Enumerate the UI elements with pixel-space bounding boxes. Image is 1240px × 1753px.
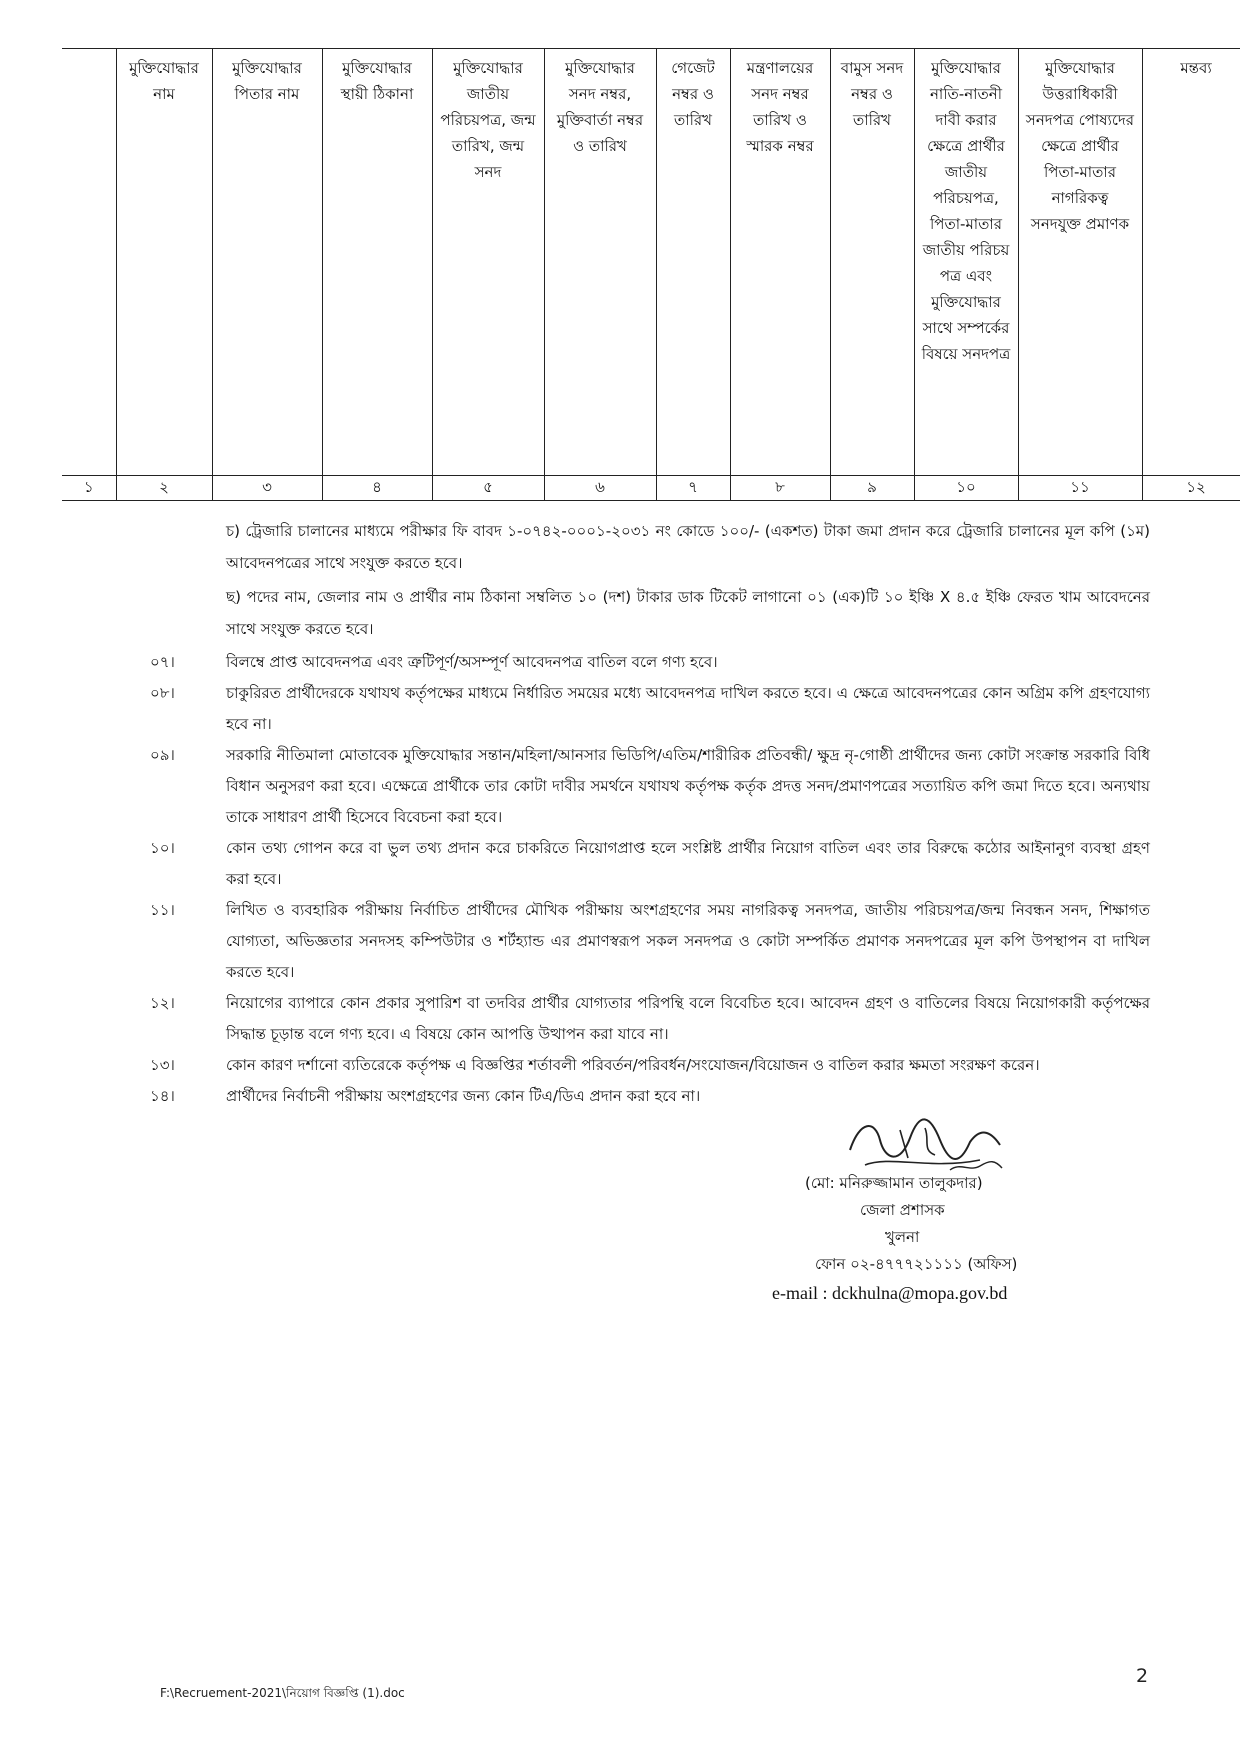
column-number-cell: ৯ <box>830 476 914 501</box>
signatory-email: e-mail : dckhulna@mopa.gov.bd <box>772 1283 1008 1303</box>
notice-body <box>150 515 1150 1112</box>
list-item <box>150 1081 1150 1112</box>
column-number-cell: ১ <box>62 476 116 501</box>
column-number-cell: ৭ <box>656 476 730 501</box>
column-number-cell: ১১ <box>1018 476 1142 501</box>
item-text: প্রার্থীদের নির্বাচনী পরীক্ষায় অংশগ্রহণের জন্য কোন টিএ/ডিএ প্রদান করা হবে না। <box>226 1087 701 1105</box>
column-number-cell: ৫ <box>432 476 544 501</box>
item-text: কোন তথ্য গোপন করে বা ভুল তথ্য প্রদান করে চাকরিতে নিয়োগপ্রাপ্ত হলে সংশ্লিষ্ট প্রার্থীর নিয়োগ বাতিল এবং তার বিরুদ্ধে কঠোর আইনানুগ ব্যবস্থা গ্রহণ করা হবে। <box>226 839 1150 888</box>
table-header-cell: মুক্তিযোদ্ধার স্থায়ী ঠিকানা <box>322 49 432 476</box>
table-header-cell: মুক্তিযোদ্ধার নাতি-নাতনী দাবী করার ক্ষেত্রে প্রার্থীর জাতীয় পরিচয়পত্র, পিতা-মাতার জাতীয় পরিচয় পত্র এবং মুক্তিযোদ্ধার সাথে সম্পর্কের বিষয়ে সনদপত্র <box>914 49 1018 476</box>
quota-info-table-wrapper <box>62 48 1240 501</box>
signatory-name: (মো: মনিরুজ্জামান তালুকদার) <box>805 1174 983 1192</box>
column-number-cell: ১০ <box>914 476 1018 501</box>
file-path-footer: F:\Recruement-2021\নিয়োগ বিজ্ঞপ্তি (1).doc <box>160 1686 405 1700</box>
signatory-district: খুলনা <box>885 1228 920 1246</box>
column-number-cell: ১২ <box>1142 476 1240 501</box>
item-number: ১০। <box>150 839 175 857</box>
list-item <box>150 678 1150 740</box>
list-item <box>150 1050 1150 1081</box>
table-header-row <box>62 49 1240 476</box>
item-text: নিয়োগের ব্যাপারে কোন প্রকার সুপারিশ বা তদবির প্রার্থীর যোগ্যতার পরিপন্থি বলে বিবেচিত হবে। আবেদন গ্রহণ ও বাতিলের বিষয়ে নিয়োগকারী কর্তৃপক্ষের সিদ্ধান্ত চূড়ান্ত বলে গণ্য হবে। এ বিষয়ে কোন আপত্তি উত্থাপন করা যাবে না। <box>226 994 1150 1043</box>
item-number: ০৮। <box>150 684 175 702</box>
column-number-cell: ৬ <box>544 476 656 501</box>
item-number: ১৩। <box>150 1056 175 1074</box>
item-number: ১২। <box>150 994 175 1012</box>
table-header-cell: গেজেট নম্বর ও তারিখ <box>656 49 730 476</box>
table-header-cell: মন্তব্য <box>1142 49 1240 476</box>
list-item <box>150 988 1150 1050</box>
table-header-cell: মন্ত্রণালয়ের সনদ নম্বর তারিখ ও স্মারক নম্বর <box>730 49 830 476</box>
item-text: লিখিত ও ব্যবহারিক পরীক্ষায় নির্বাচিত প্রার্থীদের মৌখিক পরীক্ষায় অংশগ্রহণের সময় নাগরিকত্ব সনদপত্র, জাতীয় পরিচয়পত্র/জন্ম নিবন্ধন সনদ, শিক্ষাগত যোগ্যতা, অভিজ্ঞতার সনদসহ কম্পিউটার ও শর্টহ্যান্ড এর প্রমাণস্বরূপ সকল সনদপত্র ও কোটা সম্পর্কিত প্রমাণক সনদপত্রের মূল কপি উপস্থাপন বা দাখিল করতে হবে। <box>226 901 1150 981</box>
signature-block <box>772 1110 1090 1345</box>
item-text: কোন কারণ দর্শানো ব্যতিরেকে কর্তৃপক্ষ এ বিজ্ঞপ্তির শর্তাবলী পরিবর্তন/পরিবর্ধন/সংযোজন/বিয়োজন ও বাতিল করার ক্ষমতা সংরক্ষণ করেন। <box>226 1056 1040 1074</box>
item-text: বিলম্বে প্রাপ্ত আবেদনপত্র এবং ত্রুটিপূর্ণ/অসম্পূর্ণ আবেদনপত্র বাতিল বলে গণ্য হবে। <box>226 653 718 671</box>
item-number: ১১। <box>150 901 175 919</box>
quota-info-table <box>62 48 1240 501</box>
signatory-designation: জেলা প্রশাসক <box>860 1201 945 1219</box>
list-item <box>150 740 1150 833</box>
table-header-cell: মুক্তিযোদ্ধার জাতীয় পরিচয়পত্র, জন্ম তারিখ, জন্ম সনদ <box>432 49 544 476</box>
column-number-cell: ৮ <box>730 476 830 501</box>
sub-item-cha: চ) ট্রেজারি চালানের মাধ্যমে পরীক্ষার ফি বাবদ ১-০৭৪২-০০০১-২০৩১ নং কোডে ১০০/- (একশত) টাকা জমা প্রদান করে ট্রেজারি চালানের মূল কপি (১ম) আবেদনপত্রের সাথে সংযুক্ত করতে হবে। <box>226 522 1150 572</box>
page-number: 2 <box>1136 1665 1149 1687</box>
table-header-cell: মুক্তিযোদ্ধার নাম <box>116 49 212 476</box>
list-item <box>150 647 1150 678</box>
list-item <box>150 895 1150 988</box>
table-header-cell: মুক্তিযোদ্ধার সনদ নম্বর, মুক্তিবার্তা নম্বর ও তারিখ <box>544 49 656 476</box>
column-number-cell: ২ <box>116 476 212 501</box>
item-number: ০৯। <box>150 746 175 764</box>
item-number: ১৪। <box>150 1087 175 1105</box>
item-text: চাকুরিরত প্রার্থীদেরকে যথাযথ কর্তৃপক্ষের মাধ্যমে নির্ধারিত সময়ের মধ্যে আবেদনপত্র দাখিল করতে হবে। এ ক্ষেত্রে আবেদনপত্রের কোন অগ্রিম কপি গ্রহণযোগ্য হবে না। <box>226 684 1150 733</box>
list-item <box>150 833 1150 895</box>
table-header-cell <box>62 49 116 476</box>
item-text: সরকারি নীতিমালা মোতাবেক মুক্তিযোদ্ধার সন্তান/মহিলা/আনসার ভিডিপি/এতিম/শারীরিক প্রতিবন্ধী/ ক্ষুদ্র নৃ-গোষ্ঠী প্রার্থীদের জন্য কোটা সংক্রান্ত সরকারি বিধি বিধান অনুসরণ করা হবে। এক্ষেত্রে প্রার্থীকে তার কোটা দাবীর সমর্থনে যথাযথ কর্তৃপক্ষ কর্তৃক প্রদত্ত সনদ/প্রমাণপত্রের সত্যায়িত কপি জমা দিতে হবে। অন্যথায় তাকে সাধারণ প্রার্থী হিসেবে বিবেচনা করা হবে। <box>226 746 1150 826</box>
table-number-row <box>62 476 1240 501</box>
table-header-cell: বামুস সনদ নম্বর ও তারিখ <box>830 49 914 476</box>
item-number: ০৭। <box>150 653 175 671</box>
table-header-cell: মুক্তিযোদ্ধার পিতার নাম <box>212 49 322 476</box>
table-header-cell: মুক্তিযোদ্ধার উত্তরাধিকারী সনদপত্র পোষ্যদের ক্ষেত্রে প্রার্থীর পিতা-মাতার নাগরিকত্ব সনদযুক্ত প্রমাণক <box>1018 49 1142 476</box>
signatory-phone: ফোন ০২-৪৭৭৭২১১১১ (অফিস) <box>815 1255 1018 1273</box>
column-number-cell: ৪ <box>322 476 432 501</box>
sub-item-chha: ছ) পদের নাম, জেলার নাম ও প্রার্থীর নাম ঠিকানা সম্বলিত ১০ (দশ) টাকার ডাক টিকেট লাগানো ০১ (এক)টি ১০ ইঞ্চি X ৪.৫ ইঞ্চি ফেরত খাম আবেদনের সাথে সংযুক্ত করতে হবে। <box>226 588 1150 638</box>
column-number-cell: ৩ <box>212 476 322 501</box>
